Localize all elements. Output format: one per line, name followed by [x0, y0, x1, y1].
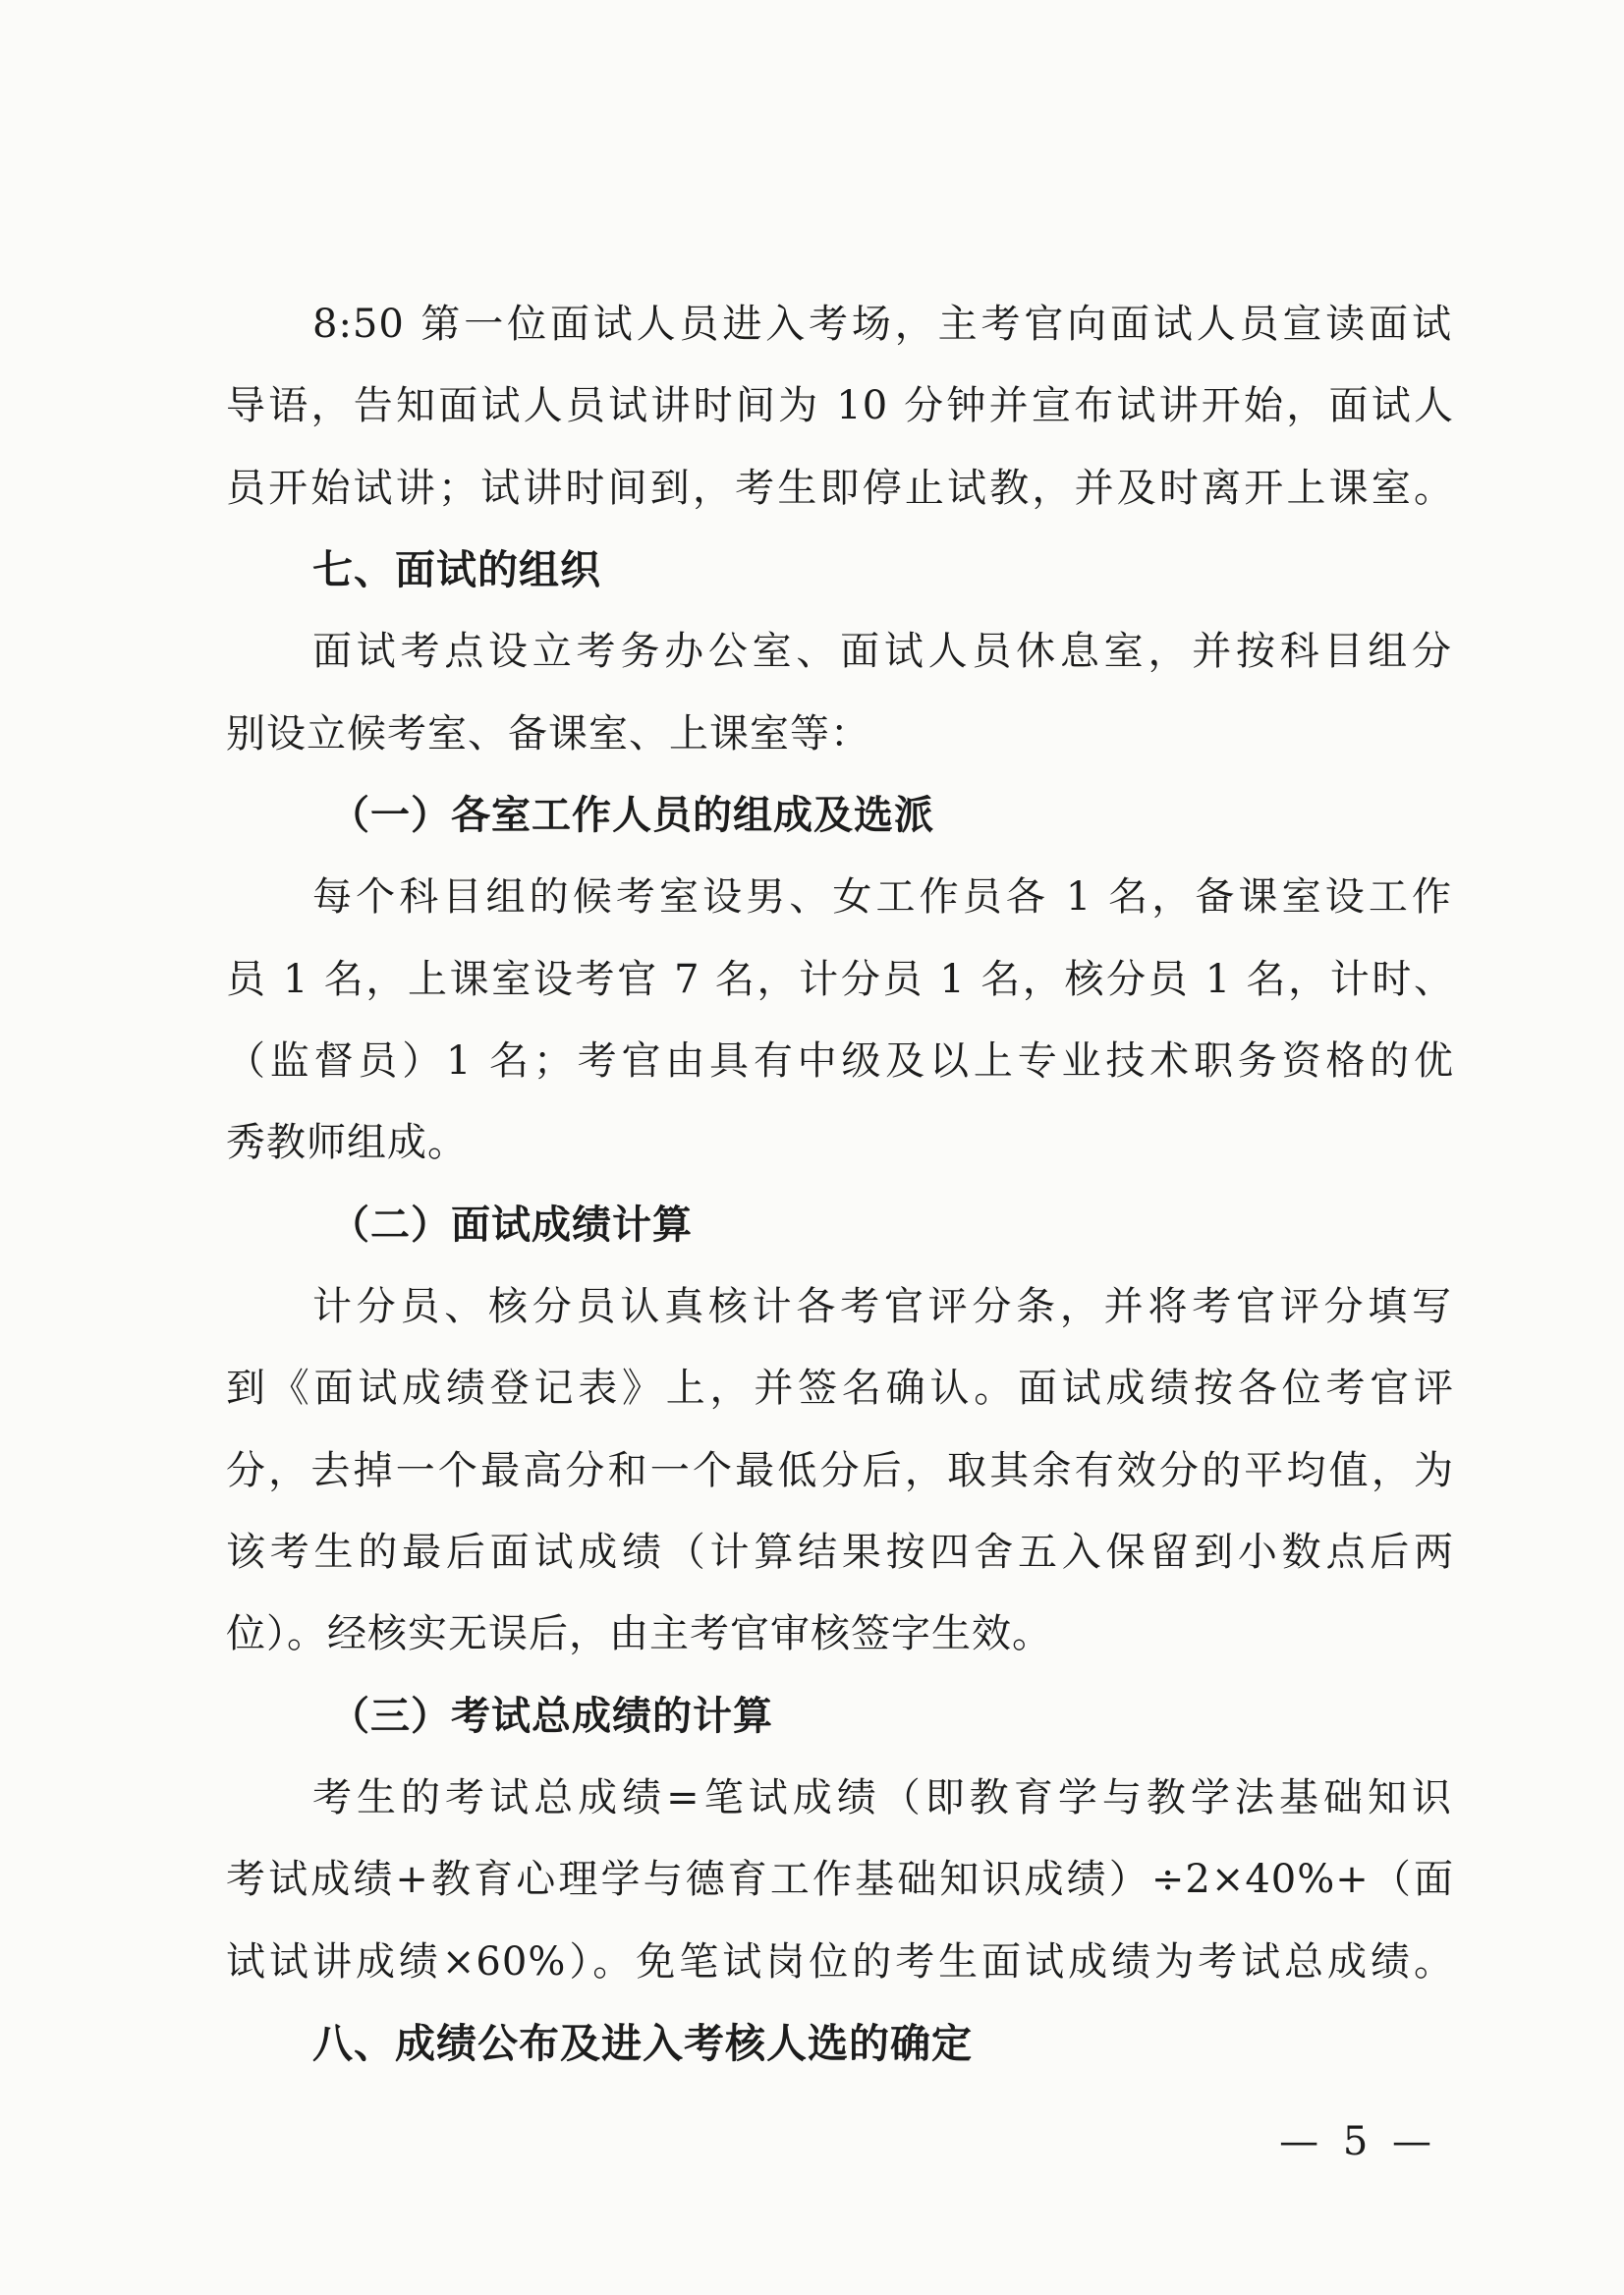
paragraph-line: 考生的考试总成绩=笔试成绩（即教育学与教学法基础知识 — [312, 1775, 1452, 1820]
paragraph-line: 面试考点设立考务办公室、面试人员休息室，并按科目组分 — [312, 629, 1452, 674]
paragraph-line: 秀教师组成。 — [226, 1120, 468, 1165]
paragraph-line: 8:50 第一位面试人员进入考场，主考官向面试人员宣读面试 — [312, 302, 1452, 347]
section-heading-7: 七、面试的组织 — [312, 546, 601, 593]
paragraph-line: 到《面试成绩登记表》上，并签名确认。面试成绩按各位考官评 — [226, 1366, 1454, 1411]
subsection-heading-1: （一）各室工作人员的组成及选派 — [330, 792, 934, 838]
section-heading-8: 八、成绩公布及进入考核人选的确定 — [312, 2020, 973, 2067]
subsection-heading-3: （三）考试总成绩的计算 — [330, 1693, 773, 1739]
paragraph-line: 考试成绩+教育心理学与德育工作基础知识成绩）÷2×40%+（面 — [226, 1857, 1454, 1902]
paragraph-line: 该考生的最后面试成绩（计算结果按四舍五入保留到小数点后两 — [226, 1530, 1454, 1575]
paragraph-line: 别设立候考室、备课室、上课室等： — [226, 711, 870, 756]
paragraph-line: 每个科目组的候考室设男、女工作员各 1 名，备课室设工作 — [312, 874, 1452, 920]
paragraph-line: 员 1 名，上课室设考官 7 名，计分员 1 名，核分员 1 名，计时、 — [226, 957, 1454, 1002]
paragraph-line: 员开始试讲；试讲时间到，考生即停止试教，并及时离开上课室。 — [226, 466, 1454, 511]
paragraph-line: 分，去掉一个最高分和一个最低分后，取其余有效分的平均值，为 — [226, 1448, 1454, 1493]
subsection-heading-2: （二）面试成绩计算 — [330, 1202, 693, 1248]
page-number: — 5 — — [1279, 2119, 1437, 2164]
paragraph-line: 导语，告知面试人员试讲时间为 10 分钟并宣布试讲开始，面试人 — [226, 383, 1454, 428]
paragraph-line: 试试讲成绩×60%）。免笔试岗位的考生面试成绩为考试总成绩。 — [226, 1939, 1454, 1985]
paragraph-line: （监督员）1 名；考官由具有中级及以上专业技术职务资格的优 — [226, 1038, 1454, 1084]
paragraph-line: 位）。经核实无误后，由主考官审核签字生效。 — [226, 1611, 1052, 1656]
paragraph-line: 计分员、核分员认真核计各考官评分条，并将考官评分填写 — [312, 1284, 1452, 1329]
